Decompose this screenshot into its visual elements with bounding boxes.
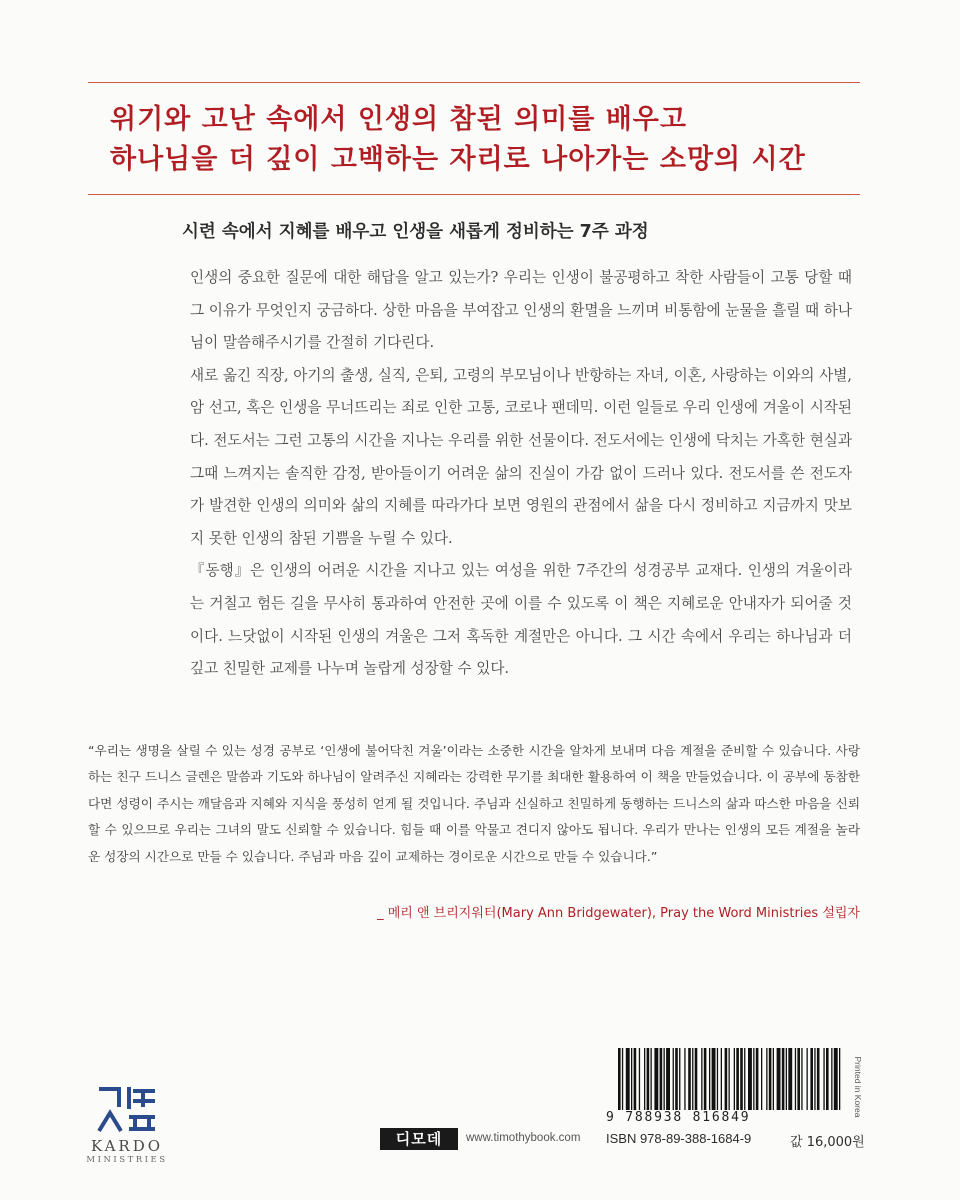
body-text — [190, 262, 852, 686]
endorsement-quote: “우리는 생명을 살릴 수 있는 성경 공부로 ‘인생에 불어닥친 겨울’이라는 소중한 시간을 알차게 보내며 다음 계절을 준비할 수 있습니다. 사랑하는 친구 드니스 글렌은 말씀과 기도와 하나님이 알려주신 지혜라는 강력한 무기를 최대한 활용하여 이 책을 만들었습니다. 이 공부에 동참한다면 성령이 주시는 깨달음과 지혜와 지식을 풍성히 얻게 될 것입니다. 주님과 신실하고 친밀하게 동행하는 드니스의 삶과 따스한 마음을 신뢰할 수 있으므로 우리는 그녀의 말도 신뢰할 수 있습니다. 힘들 때 이를 악물고 견디지 않아도 됩니다. 우리가 만나는 인생의 모든 계절을 놀라운 성장의 시간으로 만들 수 있습니다. 주님과 마음 깊이 교제하는 경이로운 시간으로 만들 수 있습니다.” — [88, 743, 860, 864]
top-rule — [88, 82, 860, 83]
printed-in-korea-text: Printed in Korea — [853, 1056, 863, 1118]
price: 값 16,000원 — [790, 1135, 865, 1150]
kardo-logo — [72, 1085, 182, 1165]
subheading: 시련 속에서 지혜를 배우고 인생을 새롭게 정비하는 7주 과정 — [182, 222, 649, 242]
barcode-bars-icon — [606, 1048, 846, 1110]
headline-line-1: 위기와 고난 속에서 인생의 참된 의미를 배우고 — [110, 104, 687, 135]
isbn: ISBN 978-89-388-1684-9 — [606, 1131, 752, 1146]
printed-in-korea — [852, 1048, 864, 1128]
middle-rule — [88, 194, 860, 195]
barcode-digits: 9 788938 816849 — [606, 1110, 751, 1125]
kardo-logo-text: KARDO — [90, 1137, 164, 1155]
publisher-url: www.timothybook.com — [466, 1132, 581, 1144]
headline — [110, 100, 850, 180]
timothy-logo: 디모데 — [380, 1128, 458, 1150]
body-paragraph: 『동행』은 인생의 어려운 시간을 지나고 있는 여성을 위한 7주간의 성경공부 교재다. 인생의 겨울이라는 거칠고 험든 길을 무사히 통과하여 안전한 곳에 이를 수 있도록 이 책은 지혜로운 안내자가 되어줄 것이다. 느닷없이 시작된 인생의 겨울은 그저 혹독한 계절만은 아니다. 그 시간 속에서 우리는 하나님과 더 깊고 친밀한 교제를 나누며 놀랍게 성장할 수 있다. — [190, 562, 852, 678]
kardo-logo-subtext: MINISTRIES — [86, 1155, 168, 1165]
endorsement-attribution: _ 메리 앤 브리지워터(Mary Ann Bridgewater), Pray the Word Ministries 설립자 — [377, 906, 860, 921]
kardo-mark-icon — [95, 1085, 159, 1135]
headline-line-2: 하나님을 더 깊이 고백하는 자리로 나아가는 소망의 시간 — [110, 144, 806, 175]
body-paragraph: 새로 옮긴 직장, 아기의 출생, 실직, 은퇴, 고령의 부모님이나 반항하는 자녀, 이혼, 사랑하는 이와의 사별, 암 선고, 혹은 인생을 무너뜨리는 죄로 인한 고통, 코로나 팬데믹. 이런 일들로 우리 인생에 겨울이 시작된다. 전도서는 그런 고통의 시간을 지나는 우리를 위한 선물이다. 전도서에는 인생에 닥치는 가혹한 현실과 그때 느껴지는 솔직한 감정, 받아들이기 어려운 삶의 진실이 가감 없이 드러나 있다. 전도서를 쓴 전도자가 발견한 인생의 의미와 삶의 지혜를 따라가다 보면 영원의 관점에서 삶을 다시 정비하고 지금까지 맛보지 못한 인생의 참된 기쁨을 누릴 수 있다. — [190, 366, 852, 547]
body-paragraph: 인생의 중요한 질문에 대한 해답을 알고 있는가? 우리는 인생이 불공평하고 착한 사람들이 고통 당할 때 그 이유가 무엇인지 궁금하다. 상한 마음을 부여잡고 인생의 환멸을 느끼며 비통함에 눈물을 흘릴 때 하나님이 말씀해주시기를 간절히 기다린다. — [190, 269, 852, 352]
